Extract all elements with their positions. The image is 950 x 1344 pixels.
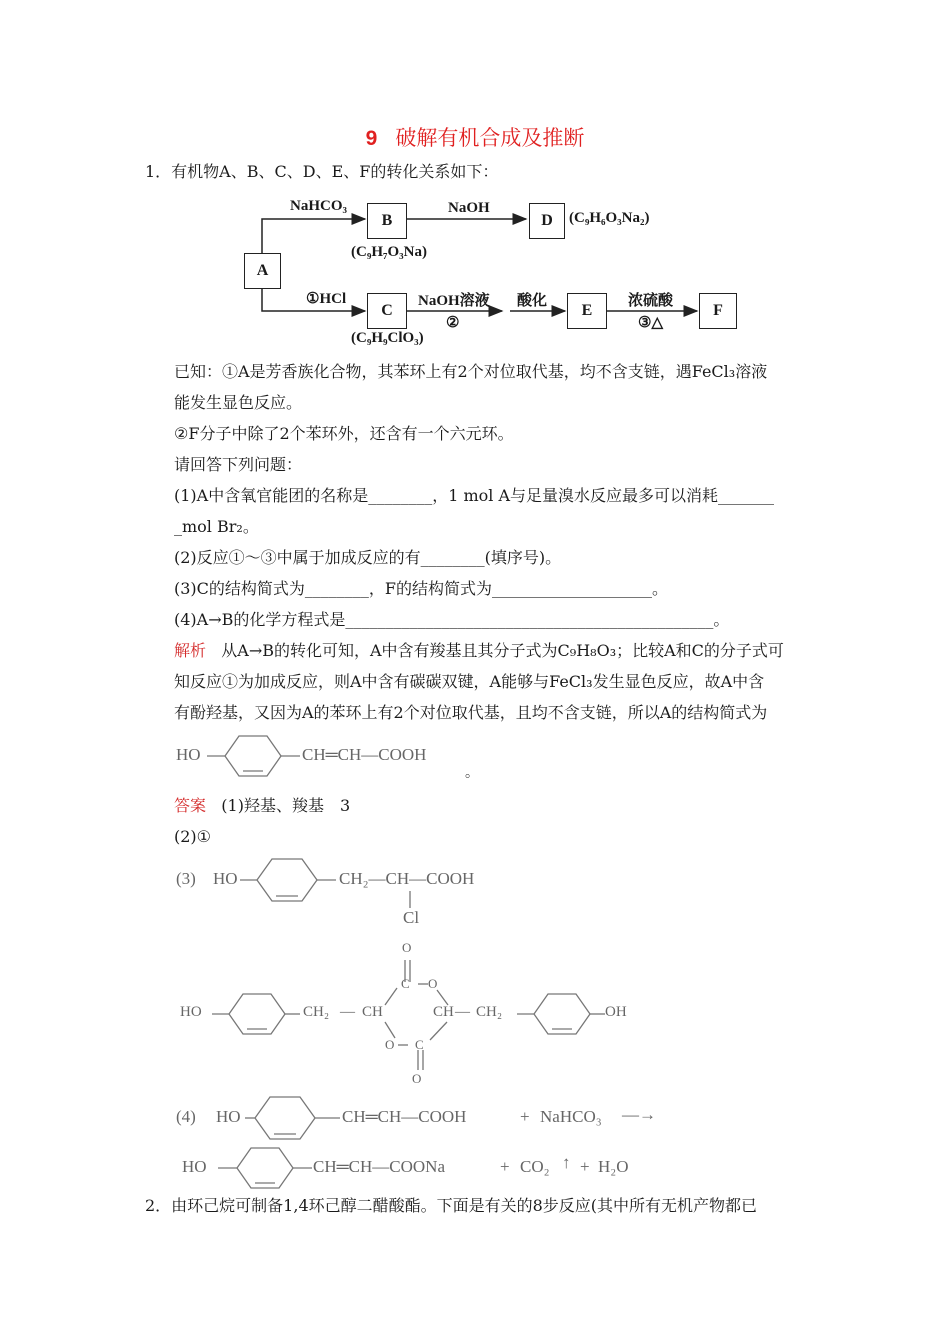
struct-f-dash-right: — — [455, 1004, 470, 1020]
q1-intro: 1．有机物A、B、C、D、E、F的转化关系如下： — [145, 162, 499, 181]
struct-f-ch2-left: CH₂ — [303, 1004, 330, 1020]
compound-a-box: A — [244, 253, 281, 289]
struct-c-ho: HO — [213, 869, 238, 888]
step2-label: ② — [446, 315, 460, 331]
arrow-a-to-b — [262, 219, 365, 254]
eq-plus-1: + — [520, 1107, 530, 1126]
analysis-line-3: 有酚羟基，又因为A的苯环上有2个对位取代基，且均不含支链，所以A的结构简式为 — [174, 703, 768, 722]
question-1a: (1)A中含氧官能团的名称是________，1 mol A与足量溴水反应最多可以消耗_______ — [174, 486, 775, 505]
struct-f-ch-right: CH — [433, 1004, 454, 1020]
question-2-intro: 2．由环己烷可制备1,4环己醇二醋酸酯。下面是有关的8步反应(其中所有无机产物都已 — [145, 1196, 758, 1215]
answer-label: 答案 — [174, 796, 207, 815]
analysis-label: 解析 — [174, 641, 207, 660]
struct-f-o-ring-bottom: O — [385, 1037, 395, 1052]
compound-f-box: F — [699, 293, 737, 329]
struct-c-label: (3) — [176, 869, 196, 888]
struct-f-o-bottom: O — [412, 1071, 422, 1086]
struct-c-cl: Cl — [403, 908, 420, 927]
answer-line-2: (2)① — [174, 827, 212, 846]
struct-c-chain: CH₂—CH—COOH — [339, 869, 475, 888]
struct-a-period: 。 — [465, 766, 479, 781]
struct-f-o-top: O — [402, 940, 412, 955]
struct-f-dash-left: — — [340, 1004, 355, 1020]
struct-f-o-ring-top: O — [428, 976, 438, 991]
eq-plus-2: + — [500, 1157, 510, 1176]
question-3: (3)C的结构简式为________，F的结构简式为____________________。 — [174, 579, 669, 598]
eq-product-ho: HO — [182, 1157, 207, 1176]
benzene-ring-icon — [229, 994, 285, 1034]
struct-f-ch2-right: CH₂ — [476, 1004, 503, 1020]
reagent-nahco3: NaHCO₃ — [290, 198, 347, 214]
title-text: 破解有机合成及推断 — [395, 126, 585, 150]
answer-line-1: 答案 (1)羟基、羧基 3 — [174, 796, 351, 815]
compound-d-box: D — [529, 203, 565, 239]
benzene-ring-icon — [237, 1148, 293, 1188]
step3-label: ③△ — [638, 315, 663, 331]
compound-e-box: E — [567, 293, 607, 329]
question-prompt: 请回答下列问题： — [174, 455, 303, 474]
known-1b: 能发生显色反应。 — [174, 393, 303, 412]
eq-up-arrow: ↑ — [562, 1153, 571, 1172]
known-2: ②F分子中除了2个苯环外，还含有一个六元环。 — [174, 424, 514, 443]
eq-h2o: H₂O — [598, 1157, 629, 1176]
title-number: 9 — [365, 127, 378, 150]
eq-reactant-chain: CH═CH—COOH — [342, 1107, 467, 1126]
eq-label: (4) — [176, 1107, 196, 1126]
benzene-ring-icon — [225, 736, 281, 776]
eq-reagent-nahco3: NaHCO₃ — [540, 1107, 602, 1126]
question-2: (2)反应①～③中属于加成反应的有________(填序号)。 — [174, 548, 562, 567]
struct-f-oh: OH — [605, 1004, 627, 1020]
struct-a-ho: HO — [176, 745, 201, 764]
reagent-naoh: NaOH — [448, 200, 490, 216]
reagent-naoh-solution: NaOH溶液 — [418, 293, 490, 309]
struct-f-c-top: C — [401, 976, 410, 991]
formula-c: (C₉H₉ClO₃) — [351, 330, 424, 346]
known-1a: 已知：①A是芳香族化合物，其苯环上有2个对位取代基，均不含支链，遇FeCl₃溶液 — [174, 362, 768, 381]
struct-f-c-bottom: C — [415, 1037, 424, 1052]
analysis-line-2: 知反应①为加成反应，则A中含有碳碳双键，A能够与FeCl₃发生显色反应，故A中含 — [174, 672, 765, 691]
benzene-ring-icon — [257, 859, 317, 901]
benzene-ring-icon — [534, 994, 590, 1034]
formula-b: (C₉H₇O₃Na) — [351, 244, 427, 260]
analysis-line-1: 解析 从A→B的转化可知，A中含有羧基且其分子式为C₉H₈O₃；比较A和C的分子式可 — [174, 641, 784, 660]
eq-arrow: —→ — [622, 1105, 656, 1124]
struct-f-ho: HO — [180, 1004, 202, 1020]
struct-a-chain: CH═CH—COOH — [302, 745, 427, 764]
reagent-conc-h2so4: 浓硫酸 — [628, 293, 674, 309]
question-4: (4)A→B的化学方程式是______________________________________________。 — [174, 610, 730, 629]
eq-product-chain: CH═CH—COONa — [313, 1157, 445, 1176]
compound-b-box: B — [367, 203, 407, 239]
compound-c-box: C — [367, 293, 407, 329]
step1-hcl: ①HCl — [306, 291, 347, 307]
question-1b: _mol Br₂。 — [174, 517, 259, 536]
formula-d: (C₉H₆O₃Na₂) — [569, 210, 650, 226]
eq-co2: CO₂ — [520, 1157, 550, 1176]
acidify-label: 酸化 — [517, 293, 548, 309]
eq-reactant-ho: HO — [216, 1107, 241, 1126]
struct-f-ch-left: CH — [362, 1004, 383, 1020]
benzene-ring-icon — [255, 1097, 315, 1139]
eq-plus-3: + — [580, 1157, 590, 1176]
